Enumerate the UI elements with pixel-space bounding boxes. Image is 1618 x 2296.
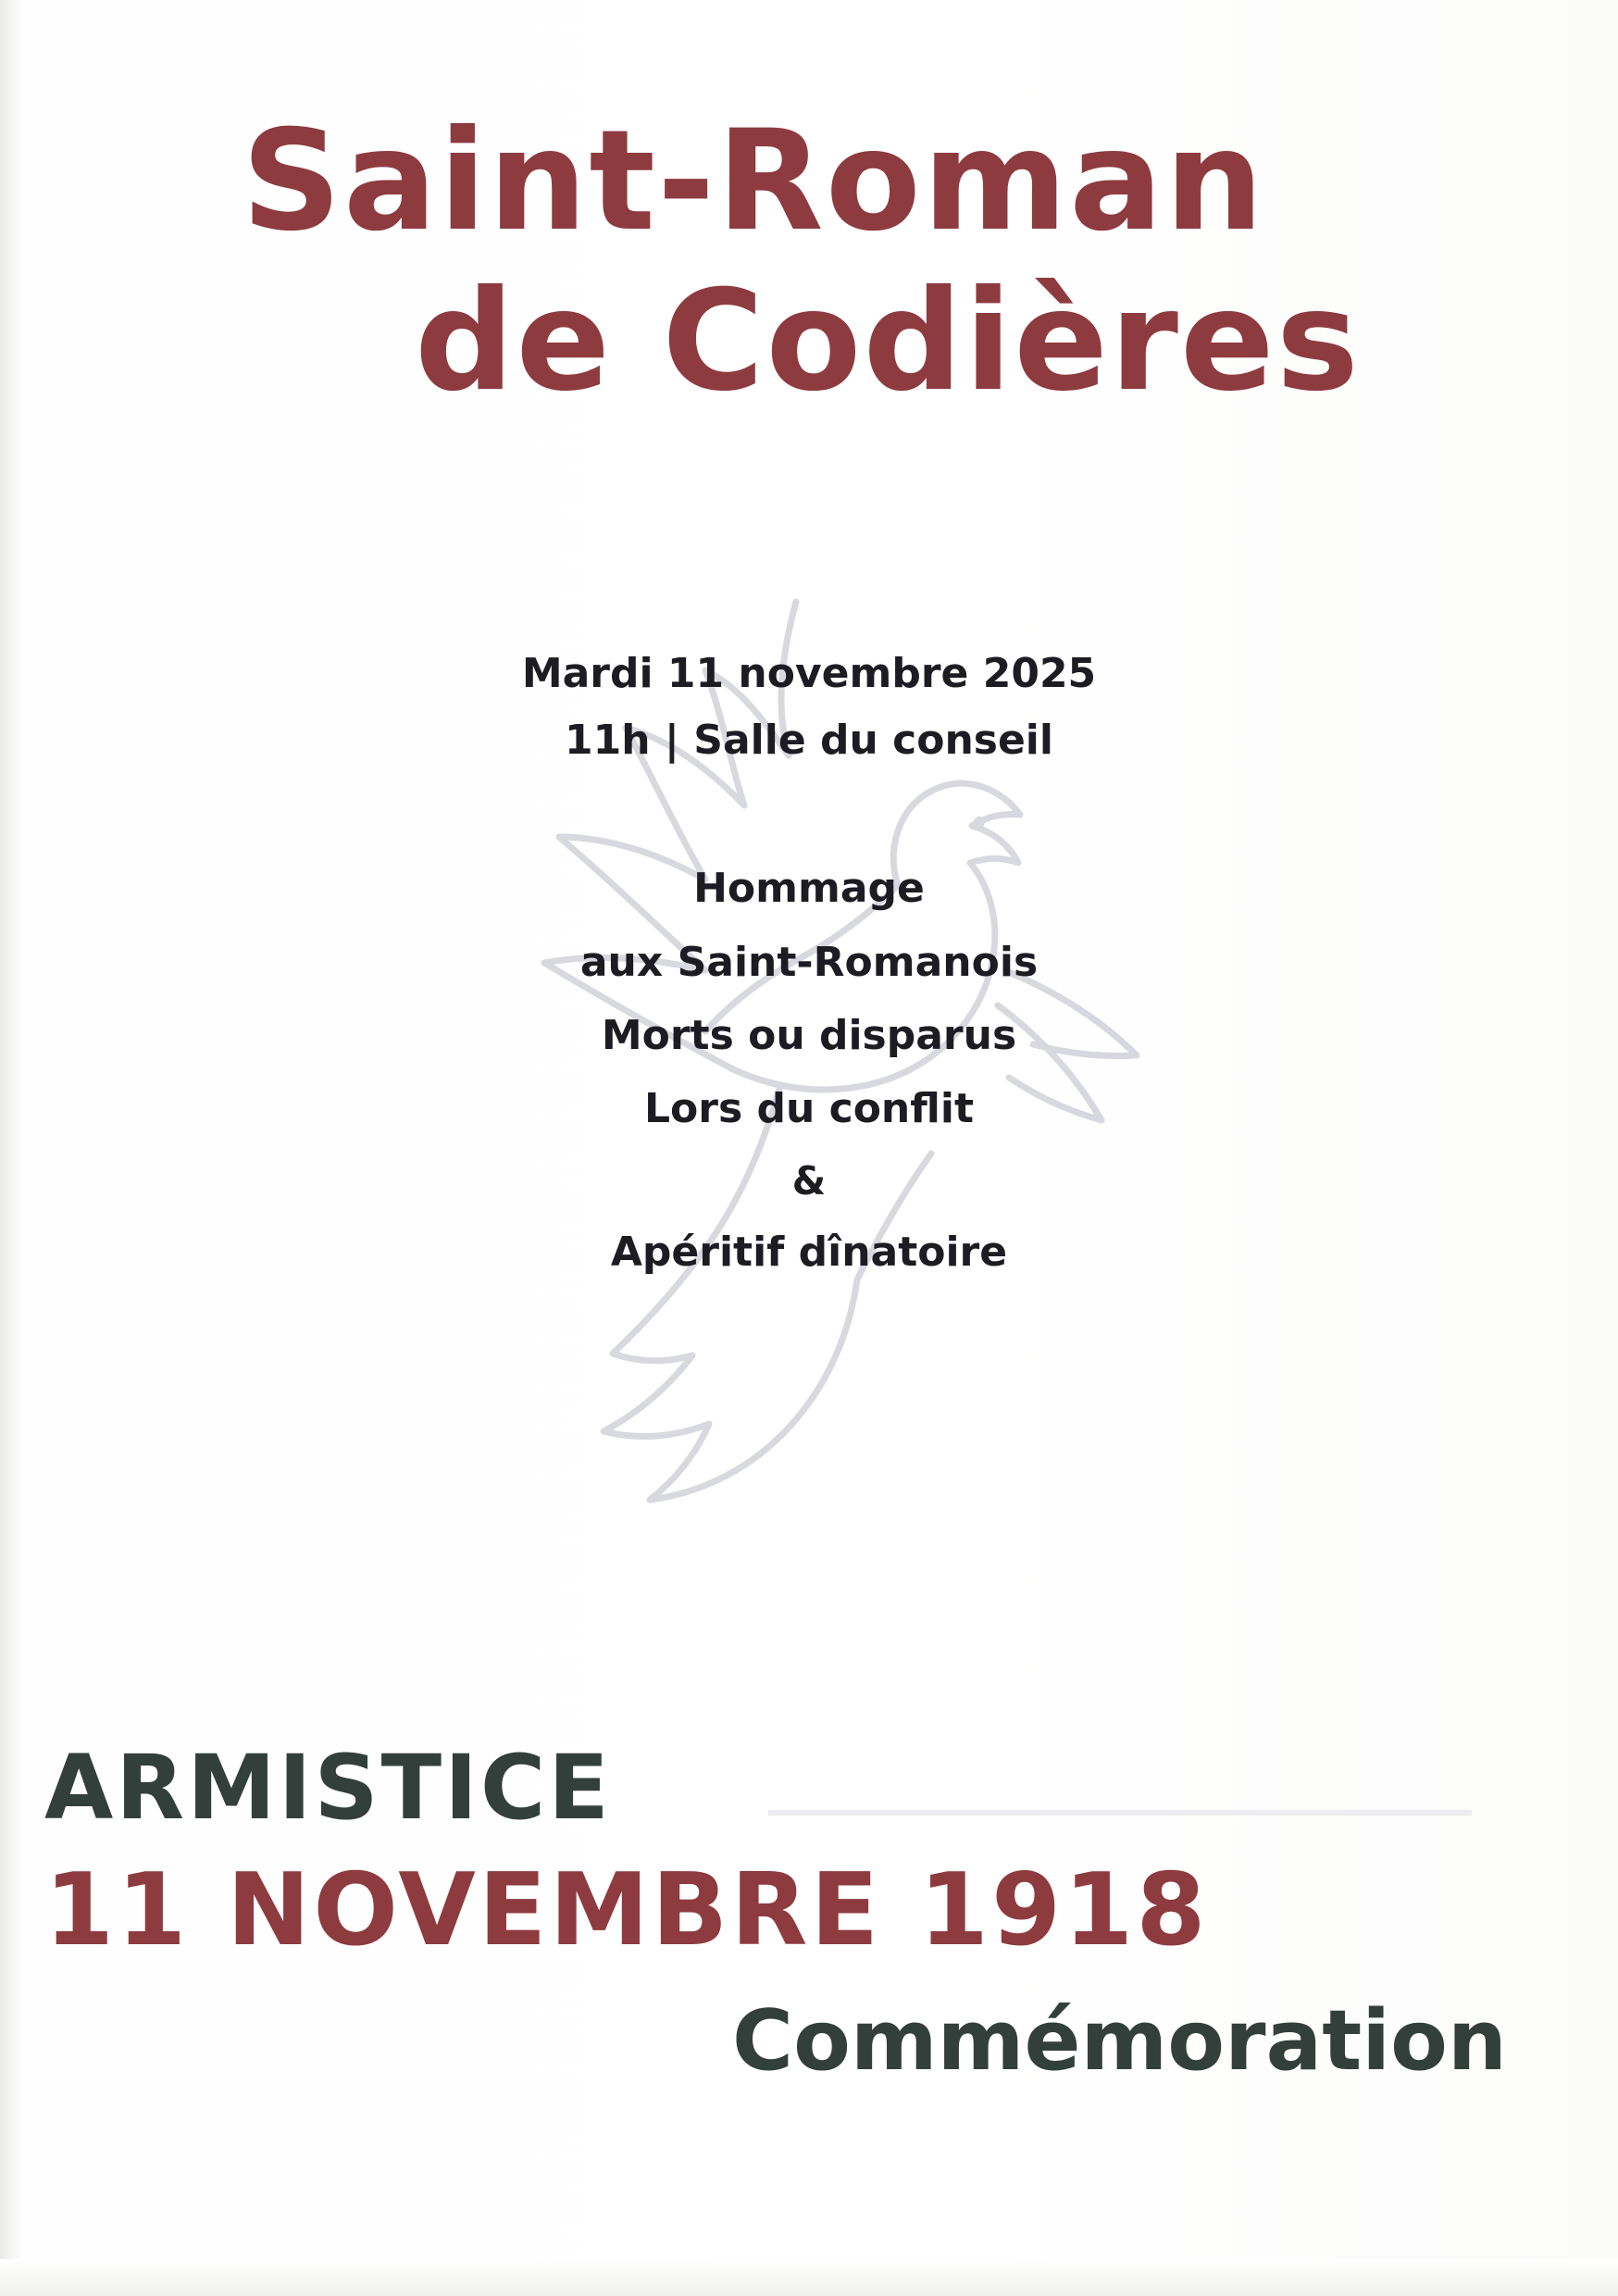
event-time-place: 11h | Salle du conseil [565,717,1053,765]
tribute-line-2: aux Saint-Romanois [579,938,1039,986]
scan-edge-bottom [0,2259,1618,2296]
title-line-1: Saint-Roman [241,101,1266,262]
event-when [0,643,1618,772]
footer-armistice: ARMISTICE [44,1736,612,1840]
footer-commemoration: Commémoration [732,1992,1507,2090]
page-title [0,101,1618,422]
tribute-line-5: Apéritif dînatoire [610,1229,1008,1277]
tribute-line-3: Morts ou disparus [601,1011,1017,1059]
event-date: Mardi 11 novembre 2025 [521,650,1097,697]
tribute-line-4: Lors du conflit [644,1084,974,1132]
tribute-ampersand: & [791,1158,827,1204]
tribute-text [0,857,1618,1284]
footer-date: 11 NOVEMBRE 1918 [44,1853,1209,1968]
title-line-2: de Codières [415,261,1361,422]
footer-block [0,1736,1618,2090]
event-details [0,639,1618,1294]
tribute-line-1: Hommage [693,865,925,913]
